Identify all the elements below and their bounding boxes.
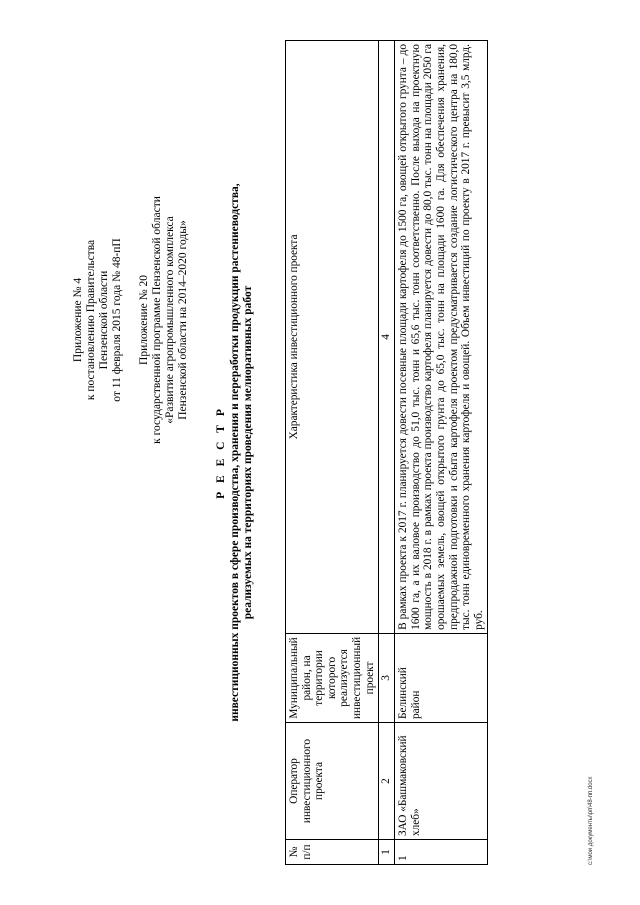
table-column-numbers: [379, 41, 395, 865]
appendix-block: [72, 155, 190, 485]
registry-table: [285, 40, 488, 865]
row-operator: ЗАО «Башмаковский хлеб»: [395, 723, 488, 840]
appendix-number-2: Приложение № 20: [138, 275, 150, 365]
appendix-ref: к постановлению Правительства: [85, 239, 97, 401]
header-district: Муниципальный район, на территории которого реализуется инвестиционный проект: [286, 633, 379, 722]
header-number: № п/п: [286, 840, 379, 865]
header-description: Характеристика инвестиционного проекта: [286, 41, 379, 634]
title-word: Р Е Е С Т Р: [215, 406, 227, 499]
table-row: [395, 41, 488, 865]
table-header-row: [286, 41, 379, 865]
appendix-program-years: Пензенской области на 2014–2020 годы»: [177, 220, 189, 420]
column-number-4: 4: [379, 41, 395, 634]
title-line-1: инвестиционных проектов в сфере производства, хранения и переработки продукции растениеводства,: [229, 183, 241, 722]
appendix-program-name: «Развитие агропромышленного комплекса: [164, 216, 176, 424]
column-number-3: 3: [379, 633, 395, 722]
appendix-number: Приложение № 4: [72, 277, 84, 363]
title-line-2: реализуемых на территориях проведения мелиоративных работ: [242, 285, 254, 620]
document-title: [215, 80, 255, 825]
column-number-2: 2: [379, 723, 395, 840]
row-description: В рамках проекта к 2017 г. планируется довести посевные площади картофеля до 1500 га, овощей открытого грунта – до 1600 га, а их валовое производство до 51,0 тыс. тонн и 65,6 тыс. тонн соответственно. После выхода на проектную мощность в 2018 г. в рамках проекта производство картофеля планируется довести до 80,0 тыс. тонн на площади 2050 га орошаемых земель, овощей открытого грунта до 65,0 тыс. тонн на площади 1600 га. Для обеспечения хранения, предпродажной подготовки и сбыта картофеля проектом предусматривается создание логистического центра на 180,0 тыс. тонн единовременного хранения картофеля и овощей. Объем инвестиций по проекту в 2017 г. превысит 3,5 млрд. руб.: [395, 41, 488, 634]
appendix-program: к государственной программе Пензенской области: [151, 196, 163, 444]
column-number-1: 1: [379, 840, 395, 865]
appendix-date: от 11 февраля 2015 года № 48-пП: [111, 238, 123, 402]
header-operator: Оператор инвестиционного проекта: [286, 723, 379, 840]
appendix-region: Пензенской области: [98, 270, 110, 370]
row-number: 1: [395, 840, 488, 865]
row-district: Белинский район: [395, 633, 488, 722]
file-path-footer: c:\мои документы\рп\48-пп.docx: [588, 776, 594, 865]
